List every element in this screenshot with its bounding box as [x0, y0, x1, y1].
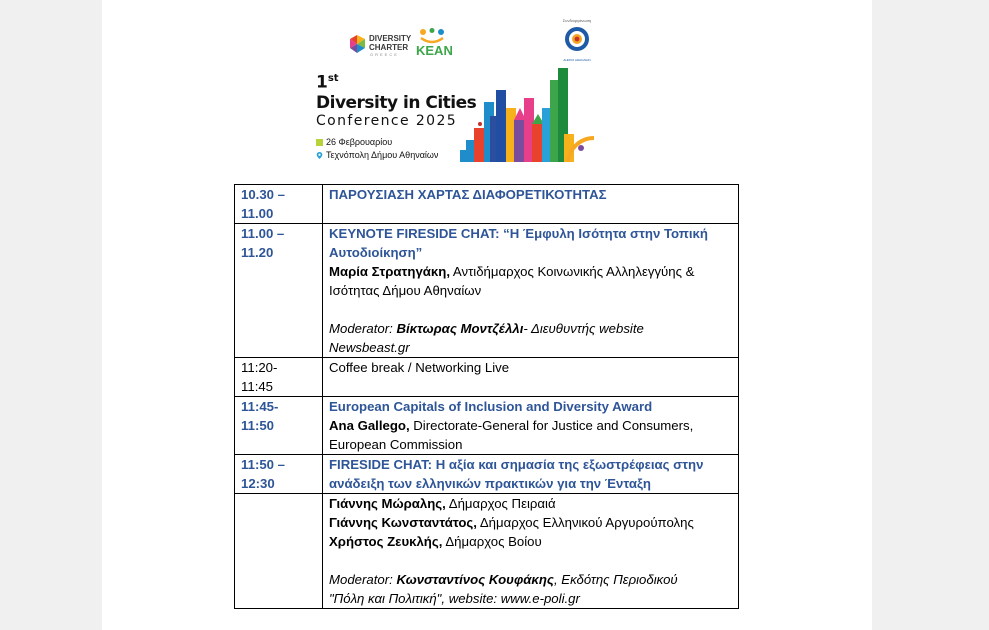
speaker-name: Ana Gallego,	[329, 418, 410, 433]
logo-text-line3: GREECE	[370, 52, 399, 57]
time-end: 12:30	[241, 476, 275, 491]
panelist-line	[329, 494, 732, 513]
speaker-line	[329, 262, 732, 281]
panelist-role: Δήμαρχος Πειραιά	[445, 496, 556, 511]
time-end: 11:45	[241, 379, 274, 394]
speaker-role-cont: Ισότητας Δήμου Αθηναίων	[329, 283, 482, 298]
logo-text-line2: CHARTER	[369, 43, 409, 52]
kean-smile-icon	[417, 28, 447, 44]
panelist-role: Δήμαρχος Ελληνικού Αργυρούπολης	[476, 515, 694, 530]
panelist-line	[329, 513, 732, 532]
calendar-icon	[316, 139, 323, 146]
moderator-label: Moderator:	[329, 321, 397, 336]
session-title: European Capitals of Inclusion and Diversity Award	[329, 399, 653, 414]
time-cell	[235, 397, 323, 455]
co-organizer-logo	[557, 18, 597, 64]
conference-date-text: 26 Φεβρουαρίου	[326, 136, 393, 147]
document-page	[102, 0, 872, 630]
table-row	[235, 185, 739, 224]
moderator-role-cont: Newsbeast.gr	[329, 340, 410, 355]
moderator-line	[329, 319, 732, 338]
athens-municipality-seal-icon	[564, 26, 590, 52]
moderator-label: Moderator:	[329, 572, 397, 587]
diversity-charter-logo	[348, 33, 410, 59]
speaker-role: Αντιδήμαρχος Κοινωνικής Αλληλεγγύης &	[449, 264, 695, 279]
logo-text-line1: DIVERSITY	[369, 34, 412, 43]
time-cell	[235, 185, 323, 224]
time-end: 11.00	[241, 206, 274, 221]
table-row	[235, 494, 739, 609]
table-row	[235, 358, 739, 397]
session-cell	[323, 397, 739, 455]
session-title-line1: ΚEYNOTE FIRESIDE CHAT: “Η Έμφυλη Ισότητα στην Τοπική	[329, 226, 708, 241]
conference-subtitle: Conference 2025	[316, 112, 458, 129]
panelist-name: Χρήστος Ζευκλής,	[329, 534, 443, 549]
moderator-role-cont: "Πόλη και Πολιτική", website: www.e-poli.gr	[329, 591, 580, 606]
time-start: 10.30 –	[241, 187, 285, 202]
moderator-role: - Διευθυντής website	[523, 321, 644, 336]
panelist-name: Γιάννης Κωνσταντάτος,	[329, 515, 477, 530]
time-cell	[235, 494, 323, 609]
session-title-line1: FIRESIDE CHAT: Η αξία και σημασία της εξωστρέφειας στην	[329, 457, 704, 472]
moderator-name: Βίκτωρας Μοντζέλλι	[396, 321, 524, 336]
kean-logo	[414, 28, 454, 60]
moderator-name: Κωνσταντίνος Κουφάκης	[396, 572, 554, 587]
moderator-line	[329, 570, 732, 589]
diversity-charter-mark-icon	[348, 33, 367, 55]
panelist-role: Δήμαρχος Βοίου	[442, 534, 542, 549]
session-cell	[323, 455, 739, 494]
time-start: 11:50 –	[241, 457, 285, 472]
time-end: 11.20	[241, 245, 274, 260]
session-cell	[323, 185, 739, 224]
time-cell	[235, 224, 323, 358]
time-cell	[235, 455, 323, 494]
session-title-line2: Αυτοδιοίκηση”	[329, 245, 423, 260]
session-cell	[323, 224, 739, 358]
session-cell	[323, 358, 739, 397]
session-title-line2: ανάδειξη των ελληνικών πρακτικών για την Ένταξη	[329, 476, 651, 491]
speaker-line	[329, 416, 732, 435]
time-start: 11:20-	[241, 360, 278, 375]
time-cell	[235, 358, 323, 397]
moderator-role: , Εκδότης Περιοδικού	[553, 572, 678, 587]
panelist-name: Γιάννης Μώραλης,	[329, 496, 446, 511]
session-cell	[323, 494, 739, 609]
speaker-name: Μαρία Στρατηγάκη,	[329, 264, 450, 279]
conference-venue-text: Τεχνόπολη Δήμου Αθηναίων	[326, 149, 439, 160]
location-pin-icon	[316, 152, 323, 159]
table-row	[235, 224, 739, 358]
edition-number: 1st	[316, 72, 339, 93]
conference-name: Diversity in Cities	[316, 92, 477, 113]
time-start: 11:45-	[241, 399, 279, 414]
edition-suffix: st	[327, 73, 339, 84]
session-title: ΠΑΡΟΥΣΙΑΣΗ ΧΑΡΤΑΣ ΔΙΑΦΟΡΕΤΙΚΟΤΗΤΑΣ	[329, 187, 607, 202]
schedule-table	[234, 184, 739, 609]
time-start: 11.00 –	[241, 226, 285, 241]
speaker-role: Directorate-General for Justice and Consumers,	[409, 418, 694, 433]
co-organizer-caption: ΔΗΜΟΣ ΑΘΗΝΑΙΩΝ	[563, 58, 591, 62]
speaker-role-cont: European Commission	[329, 437, 463, 452]
co-organizer-label: Συνδιοργάνωση	[562, 18, 592, 23]
table-row	[235, 455, 739, 494]
kean-logo-text: KEAN	[416, 43, 453, 58]
city-skyline-illustration	[460, 68, 600, 164]
table-row	[235, 397, 739, 455]
time-end: 11:50	[241, 418, 275, 433]
session-title: Coffee break / Networking Live	[329, 360, 510, 375]
panelist-line	[329, 532, 732, 551]
